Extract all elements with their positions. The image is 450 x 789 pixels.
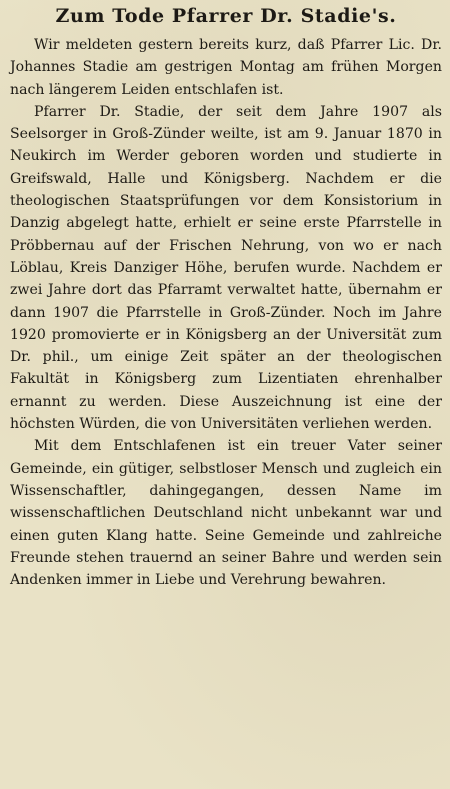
article-paragraph-tribute: Mit dem Entschlafenen ist ein treuer Vater seiner Gemeinde, ein gütiger, selbstloser Mensch und zugleich ein Wissenschaftler, dahingegangen, dessen Name im wissenschaftlichen Deutschland nicht unbekannt war und einen guten Klang hatte. Seine Gemeinde und zahlreiche Freunde stehen trauernd an seiner Bahre und werden sein Andenken immer in Liebe und Verehrung bewahren. (10, 438, 442, 589)
article-paragraph-announcement: Wir meldeten gestern bereits kurz, daß Pfarrer Lic. Dr. Johannes Stadie am gestrigen Montag am frühen Morgen nach längerem Leiden entschlafen ist. (10, 37, 442, 98)
article-paragraph-biography: Pfarrer Dr. Stadie, der seit dem Jahre 1907 als Seelsorger in Groß-Zünder weilte, ist am 9. Januar 1870 in Neukirch im Werder geboren worden und studierte in Greifswald, Halle und Königsberg. Nachdem er die theologischen Staatsprüfungen vor dem Konsistorium in Danzig abgelegt hatte, erhielt er seine erste Pfarrstelle in Pröbbernau auf der Frischen Nehrung, von wo er nach Löblau, Kreis Danziger Höhe, berufen wurde. Nachdem er zwei Jahre dort das Pfarramt verwaltet hatte, übernahm er dann 1907 die Pfarrstelle in Groß-Zünder. Noch im Jahre 1920 promovierte er in Königsberg an der Universität zum Dr. phil., um einige Zeit später an der theologischen Fakultät in Königsberg zum Lizentiaten ehrenhalber ernannt zu werden. Diese Auszeichnung ist eine der höchsten Würden, die von Universitäten verliehen werden. (10, 103, 442, 433)
article-body (10, 34, 442, 591)
article-headline: Zum Tode Pfarrer Dr. Stadie's. (55, 5, 397, 27)
